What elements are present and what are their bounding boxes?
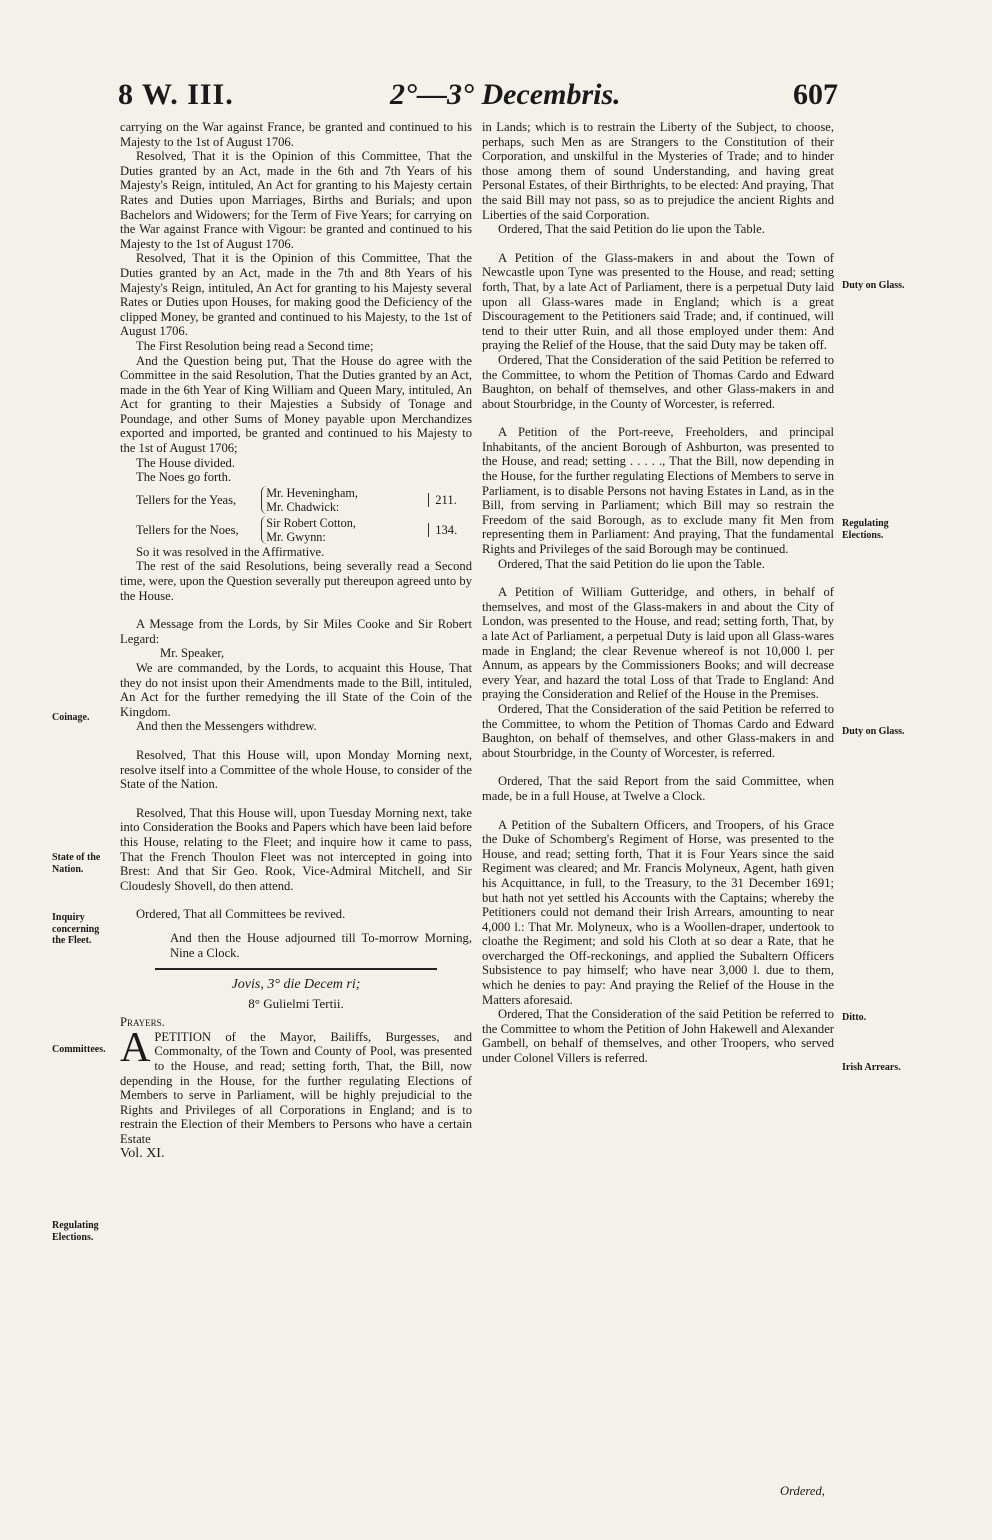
paragraph: Resolved, That it is the Opinion of this Committee, That the Duties granted by an Act, made in the 7th and 8th Years of his Majesty's Reign, intituled, An Act for granting to his Majesty several Rates or Duties upon Houses, for making good the Deficiency of the clipped Money, be granted and continued to his Majesty, to the 1st of August 1706.: [120, 251, 472, 339]
paragraph: in Lands; which is to restrain the Liberty of the Subject, to choose, perhaps, such Men as are Strangers to the Constitution of their Corporation, and unskilful in the Mysteries of Trade; and to hinder those among them of sound Understanding, and having great Personal Estates, of their Birthrights, to be elected: And praying, That the said Bill may not pass, so as to prejudice the ancient Rights and Liberties of the said Corporation.: [482, 120, 834, 222]
paragraph: The House divided.: [136, 455, 235, 470]
tellers-names: [261, 486, 428, 514]
state-nation-resolution: Resolved, That this House will, upon Monday Morning next, resolve itself into a Committee of the whole House, to consider of the State of the Nation.: [120, 747, 472, 792]
tellers-label: Tellers for the Yeas,: [136, 492, 237, 507]
teller-name: Mr. Gwynn:: [266, 529, 326, 544]
tellers-count: 211.: [428, 493, 472, 508]
tellers-noes: [136, 515, 472, 545]
paragraph: carrying on the War against France, be granted and continued to his Majesty to the 1st of August 1706.: [120, 120, 472, 149]
right-column: [482, 120, 834, 1066]
message-intro: A Message from the Lords, by Sir Miles Cooke and Sir Robert Legard:: [120, 617, 472, 646]
margin-note-ditto: Ditto.: [842, 1012, 867, 1023]
petition-schomberg: A Petition of the Subaltern Officers, and Troopers, of his Grace the Duke of Schomberg's Regiment of Horse, was presented to the House, and read; setting forth, That it is Four Years since the said Regiment was cleared; and Mr. Francis Molyneux, Agent, hath given his Acquittance, in full, to the Treasury, to the 31 December 1691; but hath not yet settled his Accounts with the Captains; whereby the Petitioners could not demand their Irish Arrears, amounting to near 4,000 l.: That Mr. Molyneux, who is a Woollen-draper, undertook to cloathe the Regiment; and sold his Cloth at so dear a Rate, that he overcharged the Off-reckonings, and applied the Subaltern Officers Subsistence to pay himself; who have near 3,000 l. due to them, which he denies to pay: And praying the Relief of the House in the Matters aforesaid.: [482, 817, 834, 1007]
margin-note-coinage: Coinage.: [52, 712, 90, 723]
margin-note-committees: Committees.: [52, 1044, 106, 1055]
catchword: Ordered,: [780, 1484, 825, 1498]
paragraph: And the Question being put, That the House do agree with the Committee in the said Resolution, That the Duties granted by an Act, made in the 6th Year of King William and Queen Mary, intituled, An Act for granting to their Majesties a Subsidy of Tonage and Poundage, and other Sums of Money payable upon Merchandizes exported and imported, be granted and continued to his Majesty to the 1st of August 1706;: [120, 353, 472, 456]
inquiry-resolution: Resolved, That this House will, upon Tuesday Morning next, take into Consideration the Books and Papers which have been laid before this House, relating to the Fleet; and inquire how it came to pass, That the French Thoulon Fleet was not intercepted in going into Brest: And that Sir Geo. Rook, Vice-Admiral Mitchell, and Sir Cloudesly Shovell, do then attend.: [120, 805, 472, 893]
paragraph: The Noes go forth.: [136, 470, 232, 485]
paragraph: The rest of the said Resolutions, being severally read a Second time, were, upon the Question severally put thereupon agreed unto by the House.: [120, 559, 472, 603]
drop-cap: A: [120, 1024, 151, 1071]
message-close: And then the Messengers withdrew.: [136, 719, 317, 734]
petition-ashburton: A Petition of the Port-reeve, Freeholders, and principal Inhabitants, of the ancient Borough of Ashburton, was presented to the House, and read; setting . . . . ., That the Bill, now depending in the House, for the further regulating Elections of Members to serve in Parliament, is to disable Persons not having Estates in Land, as in the Bill, from serving in Parliament; which Bill may so restrain the Freedom of the said Borough, as to exclude many fit Men from representing them in Parliament: And praying, That the fundamental Rights and Privileges of the said Borough may be continued.: [482, 425, 834, 557]
margin-note-regulating: Regulating Elections.: [52, 1220, 99, 1243]
paragraph: The First Resolution being read a Second time;: [136, 338, 374, 353]
teller-name: Mr. Heveningham,: [266, 485, 358, 500]
tellers-names: [261, 516, 428, 544]
paragraph: Ordered, That the said Petition do lie upon the Table.: [498, 556, 765, 571]
tellers-label: Tellers for the Noes,: [136, 522, 239, 537]
section-divider: [155, 968, 437, 970]
header-date: 2°—3° Decembris.: [390, 78, 621, 111]
margin-note-state-nation: State of the Nation.: [52, 852, 101, 875]
message-body: We are commanded, by the Lords, to acquaint this House, That they do not insist upon their Amendments made to the Bill, intituled, An Act for the further remedying the ill State of the Coin of the Kingdom.: [120, 661, 472, 719]
paragraph: Ordered, That the said Report from the said Committee, when made, be in a full House, at Twelve a Clock.: [482, 774, 834, 803]
day-heading: Jovis, 3° die Decem ri;: [231, 977, 361, 993]
paragraph: So it was resolved in the Affirmative.: [136, 544, 325, 559]
paragraph: Ordered, That the said Petition do lie upon the Table.: [498, 222, 765, 237]
margin-note-inquiry: Inquiry concerning the Fleet.: [52, 912, 100, 946]
paragraph: Ordered, That the Consideration of the said Petition be referred to the Committee, to whom the Petition of Thomas Cardo and Edward Baughton, on behalf of themselves, and other Glass-makers in and about Stourbridge, in the County of Worcester, is referred.: [482, 352, 834, 411]
margin-note-irish-arrears: Irish Arrears.: [842, 1062, 901, 1073]
paragraph: Ordered, That the Consideration of the said Petition be referred to the Committee, to whom the Petition of Thomas Cardo and Edward Baughton, on behalf of themselves, and other Glass-makers in and about Stourbridge, in the County of Worcester, is referred.: [482, 701, 834, 760]
paragraph: Resolved, That it is the Opinion of this Committee, That the Duties granted by an Act, made in the 6th and 7th Years of his Majesty's Reign, intituled, An Act for granting to his Majesty certain Rates and Duties upon Marriages, Births and Burials; and upon Bachelors and Widowers; for the Term of Five Years; for carrying on the War against France with Vigour: be granted and continued to his Majesty to the 1st of August 1706.: [120, 149, 472, 251]
petition-newcastle: A Petition of the Glass-makers in and about the Town of Newcastle upon Tyne was presented to the House, and read; setting forth, That, by a late Act of Parliament, there is a perpetual Duty laid upon all Glass-wares made in England; which is a great Discouragement to the Petitioners said Trade; and, if continued, will tend to their utter Ruin, and all those employed under them: And praying the Relief of the House, that the said Duty may be taken off.: [482, 250, 834, 353]
header-regnal-year: 8 W. III.: [118, 78, 234, 111]
committees-order: Ordered, That all Committees be revived.: [136, 907, 346, 922]
page-header: [118, 78, 838, 118]
adjournment: And then the House adjourned till To-morrow Morning, Nine a Clock.: [170, 930, 472, 960]
volume-mark: Vol. XI.: [120, 1145, 165, 1161]
petition-pool: [120, 1024, 472, 1147]
teller-name: Mr. Chadwick:: [266, 499, 340, 514]
petition-gutteridge: A Petition of William Gutteridge, and others, in behalf of themselves, and most of the Glass-makers in and about the City of London, was presented to the House, and read; setting forth, That, by a late Act of Parliament, a perpetual Duty is laid upon all Glass-wares made in England; the clear Revenue whereof is not 10,000 l. per Annum, as appears by the Commissioners Books; and will decrease every Year, and hazard the total Loss of that Trade to England: And praying the Consideration and Relief of the House in the Premises.: [482, 585, 834, 702]
tellers-count: 134.: [428, 523, 472, 538]
day-subheading: 8° Gulielmi Tertii.: [248, 995, 344, 1011]
left-column: [120, 120, 472, 1161]
margin-note-regulating: Regulating Elections.: [842, 518, 889, 541]
tellers-yeas: [136, 485, 472, 515]
margin-note-duty-glass: Duty on Glass.: [842, 280, 905, 291]
margin-note-duty-glass: Duty on Glass.: [842, 726, 905, 737]
message-salutation: Mr. Speaker,: [160, 646, 225, 661]
teller-name: Sir Robert Cotton,: [266, 515, 356, 530]
petition-pool-text: PETITION of the Mayor, Bailiffs, Burgesses, and Commonalty, of the Town and County of Pool, was presented to the House, and read; setting forth, That, the Bill, now depending in the House, for the further regulating Elections of Members to serve in Parliament, will be highly prejudicial to the Rights and Privileges of all Corporations in England; and is to restrain the Election of their Members to Persons who have a certain Estate: [120, 1029, 472, 1147]
page-number: 607: [793, 78, 838, 111]
paragraph: Ordered, That the Consideration of the said Petition be referred to the Committee to whom the Petition of John Hakewell and Alexander Gambell, on behalf of themselves, and other Troopers, who served under Colonel Villers is referred.: [482, 1007, 834, 1066]
prayers-heading: Prayers.: [120, 1015, 165, 1030]
